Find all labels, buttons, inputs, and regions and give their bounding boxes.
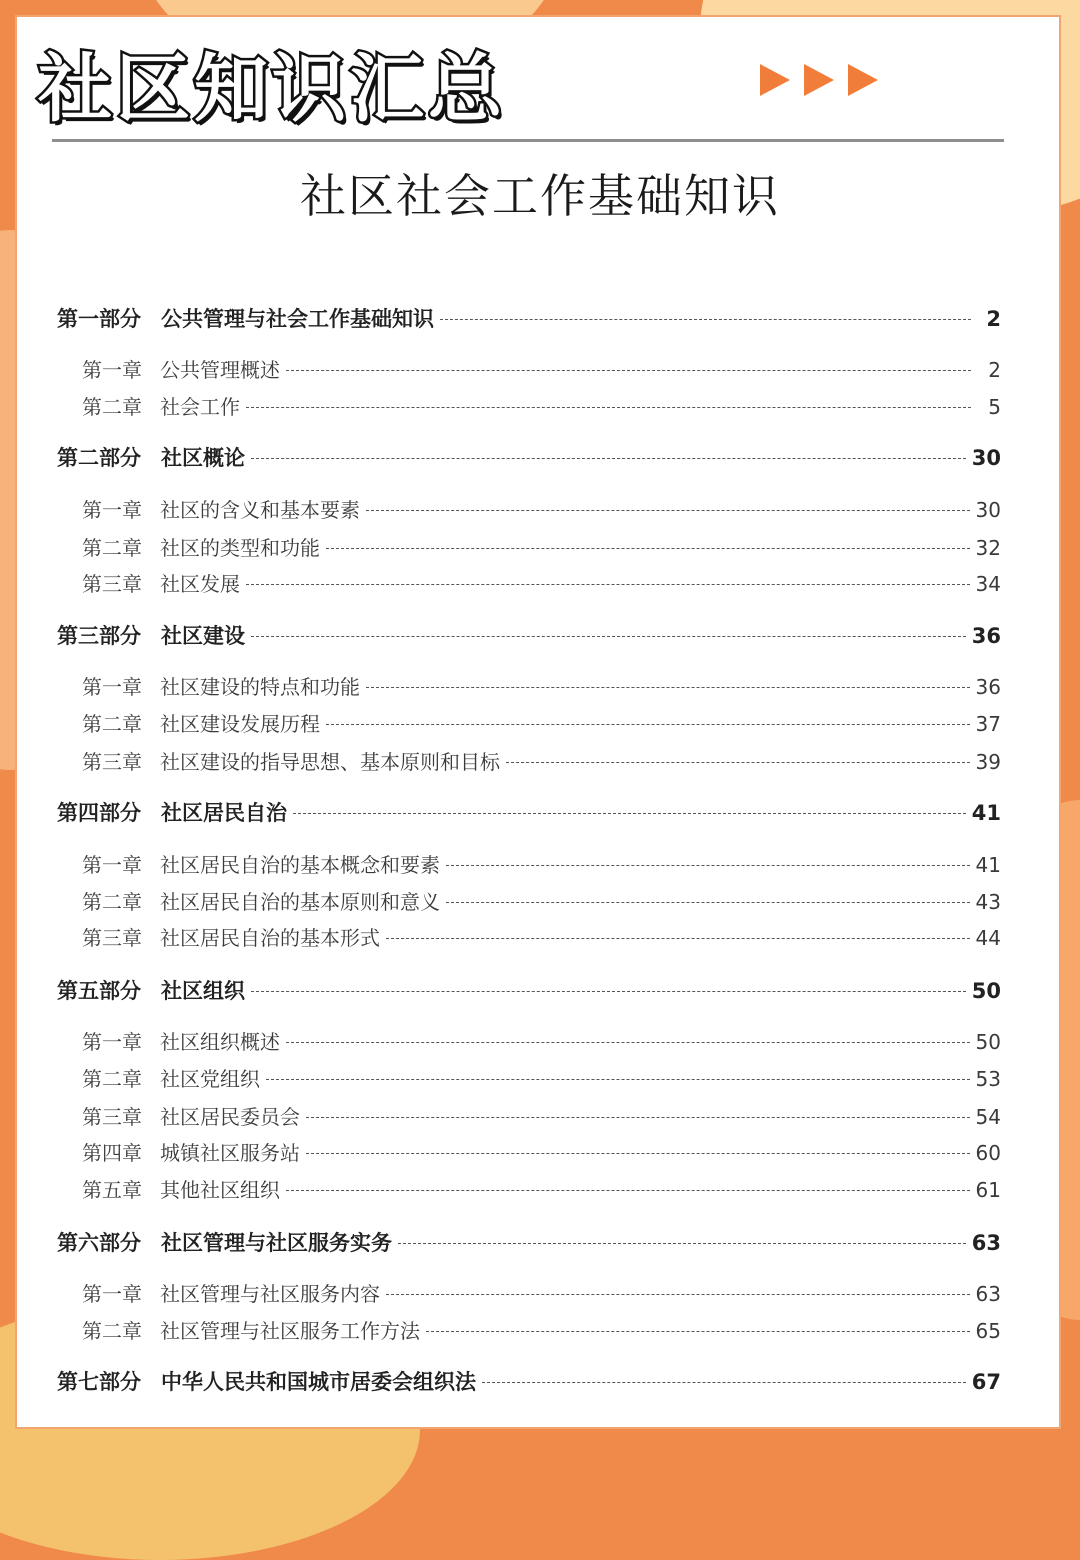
dot-leader bbox=[293, 813, 966, 814]
toc-chapter-row bbox=[57, 708, 1001, 737]
toc-label: 第四章 bbox=[82, 1141, 142, 1165]
toc-part-row bbox=[57, 442, 1001, 472]
toc-title: 其他社区组织 bbox=[160, 1178, 280, 1202]
toc-label: 第二章 bbox=[82, 395, 142, 419]
toc-page-number: 54 bbox=[975, 1105, 1001, 1129]
toc-part-row bbox=[57, 797, 1001, 827]
toc-title: 社区建设的特点和功能 bbox=[160, 675, 360, 699]
toc-label: 第三章 bbox=[82, 926, 142, 950]
toc-label: 第三章 bbox=[82, 572, 142, 596]
dot-leader bbox=[426, 1331, 970, 1332]
toc-chapter-row bbox=[57, 532, 1001, 561]
toc-page-number: 50 bbox=[971, 979, 1001, 1003]
dot-leader bbox=[446, 865, 970, 866]
dot-leader bbox=[251, 991, 966, 992]
play-arrow-icon bbox=[848, 64, 878, 96]
play-arrow-icon bbox=[760, 64, 790, 96]
toc-page-number: 41 bbox=[975, 853, 1001, 877]
dot-leader bbox=[386, 938, 970, 939]
toc-title: 社区居民自治的基本原则和意义 bbox=[160, 890, 440, 914]
toc-page-number: 36 bbox=[975, 675, 1001, 699]
dot-leader bbox=[286, 1190, 970, 1191]
toc-label: 第二章 bbox=[82, 536, 142, 560]
document-title: 社区社会工作基础知识 bbox=[300, 169, 780, 223]
toc-title: 社区发展 bbox=[160, 572, 240, 596]
toc-title: 社区居民自治的基本形式 bbox=[160, 926, 380, 950]
dot-leader bbox=[306, 1117, 970, 1118]
toc-part-row bbox=[57, 975, 1001, 1005]
toc-title: 社区组织概述 bbox=[160, 1030, 280, 1054]
toc-page-number: 53 bbox=[975, 1067, 1001, 1091]
toc-page-number: 34 bbox=[975, 572, 1001, 596]
dot-leader bbox=[506, 762, 970, 763]
toc-chapter-row bbox=[57, 1101, 1001, 1130]
play-arrow-icon bbox=[804, 64, 834, 96]
toc-page-number: 37 bbox=[975, 712, 1001, 736]
toc-label: 第四部分 bbox=[57, 801, 141, 825]
dot-leader bbox=[366, 510, 970, 511]
dot-leader bbox=[266, 1079, 970, 1080]
toc-label: 第五章 bbox=[82, 1178, 142, 1202]
toc-page-number: 61 bbox=[975, 1178, 1001, 1202]
toc-page-number: 44 bbox=[975, 926, 1001, 950]
toc-title: 社区管理与社区服务工作方法 bbox=[160, 1319, 420, 1343]
toc-title: 公共管理概述 bbox=[160, 358, 280, 382]
toc-label: 第一章 bbox=[82, 1282, 142, 1306]
toc-page-number: 63 bbox=[975, 1282, 1001, 1306]
toc-label: 第三章 bbox=[82, 1105, 142, 1129]
toc-page-number: 63 bbox=[971, 1231, 1001, 1255]
toc-label: 第一章 bbox=[82, 675, 142, 699]
toc-page-number: 50 bbox=[975, 1030, 1001, 1054]
toc-label: 第七部分 bbox=[57, 1370, 141, 1394]
toc-label: 第一章 bbox=[82, 498, 142, 522]
dot-leader bbox=[366, 687, 970, 688]
toc-label: 第五部分 bbox=[57, 979, 141, 1003]
toc-label: 第二部分 bbox=[57, 446, 141, 470]
dot-leader bbox=[446, 902, 970, 903]
toc-chapter-row bbox=[57, 1063, 1001, 1092]
toc-label: 第六部分 bbox=[57, 1231, 141, 1255]
toc-title: 社区的类型和功能 bbox=[160, 536, 320, 560]
toc-label: 第二章 bbox=[82, 1067, 142, 1091]
toc-label: 第三章 bbox=[82, 750, 142, 774]
toc-page-number: 60 bbox=[975, 1141, 1001, 1165]
dot-leader bbox=[286, 1042, 970, 1043]
dot-leader bbox=[440, 319, 971, 320]
toc-title: 社区管理与社区服务内容 bbox=[160, 1282, 380, 1306]
toc-chapter-row bbox=[57, 1174, 1001, 1203]
toc-title: 社区的含义和基本要素 bbox=[160, 498, 360, 522]
toc-page-number: 36 bbox=[971, 624, 1001, 648]
toc-part-row bbox=[57, 303, 1001, 333]
toc-part-row bbox=[57, 620, 1001, 650]
toc-page-number: 67 bbox=[971, 1370, 1001, 1394]
toc-title: 公共管理与社会工作基础知识 bbox=[161, 307, 434, 331]
dot-leader bbox=[246, 407, 971, 408]
dot-leader bbox=[398, 1243, 966, 1244]
dot-leader bbox=[251, 636, 966, 637]
toc-title: 社区建设的指导思想、基本原则和目标 bbox=[160, 750, 500, 774]
dot-leader bbox=[286, 370, 971, 371]
divider bbox=[52, 139, 1004, 142]
toc-label: 第一章 bbox=[82, 853, 142, 877]
dot-leader bbox=[482, 1382, 966, 1383]
toc-page-number: 2 bbox=[988, 358, 1001, 382]
toc-label: 第一部分 bbox=[57, 307, 141, 331]
toc-title: 社区概论 bbox=[161, 446, 245, 470]
toc-chapter-row bbox=[57, 354, 1001, 383]
toc-title: 社区组织 bbox=[161, 979, 245, 1003]
toc-chapter-row bbox=[57, 746, 1001, 775]
toc-page-number: 30 bbox=[971, 446, 1001, 470]
banner-title: 社区知识汇总 bbox=[38, 46, 506, 132]
toc-label: 第二章 bbox=[82, 712, 142, 736]
toc-part-row bbox=[57, 1227, 1001, 1257]
toc-chapter-row bbox=[57, 849, 1001, 878]
toc-chapter-row bbox=[57, 494, 1001, 523]
toc-part-row bbox=[57, 1366, 1001, 1396]
dot-leader bbox=[246, 584, 970, 585]
toc-title: 城镇社区服务站 bbox=[160, 1141, 300, 1165]
toc-page-number: 65 bbox=[975, 1319, 1001, 1343]
toc-label: 第二章 bbox=[82, 1319, 142, 1343]
toc-chapter-row bbox=[57, 1026, 1001, 1055]
toc-page-number: 43 bbox=[975, 890, 1001, 914]
dot-leader bbox=[326, 724, 970, 725]
toc-title: 社会工作 bbox=[160, 395, 240, 419]
toc-chapter-row bbox=[57, 1278, 1001, 1307]
toc-chapter-row bbox=[57, 886, 1001, 915]
toc-chapter-row bbox=[57, 391, 1001, 420]
toc-title: 社区建设 bbox=[161, 624, 245, 648]
toc-chapter-row bbox=[57, 568, 1001, 597]
toc-chapter-row bbox=[57, 1137, 1001, 1166]
dot-leader bbox=[251, 458, 966, 459]
toc-title: 社区管理与社区服务实务 bbox=[161, 1231, 392, 1255]
dot-leader bbox=[326, 548, 970, 549]
toc-page-number: 30 bbox=[975, 498, 1001, 522]
toc-page-number: 41 bbox=[971, 801, 1001, 825]
toc-label: 第二章 bbox=[82, 890, 142, 914]
arrows-decoration bbox=[760, 64, 878, 96]
toc-label: 第一章 bbox=[82, 1030, 142, 1054]
toc-title: 社区居民自治的基本概念和要素 bbox=[160, 853, 440, 877]
toc-title: 社区建设发展历程 bbox=[160, 712, 320, 736]
toc-title: 社区居民委员会 bbox=[160, 1105, 300, 1129]
toc-label: 第三部分 bbox=[57, 624, 141, 648]
dot-leader bbox=[386, 1294, 970, 1295]
dot-leader bbox=[306, 1153, 970, 1154]
toc-page-number: 39 bbox=[975, 750, 1001, 774]
toc-chapter-row bbox=[57, 671, 1001, 700]
toc-label: 第一章 bbox=[82, 358, 142, 382]
toc-chapter-row bbox=[57, 922, 1001, 951]
toc-title: 社区居民自治 bbox=[161, 801, 287, 825]
toc-chapter-row bbox=[57, 1315, 1001, 1344]
toc-page-number: 32 bbox=[975, 536, 1001, 560]
toc-page-number: 5 bbox=[988, 395, 1001, 419]
toc-title: 中华人民共和国城市居委会组织法 bbox=[161, 1370, 476, 1394]
toc-title: 社区党组织 bbox=[160, 1067, 260, 1091]
toc-page-number: 2 bbox=[986, 307, 1001, 331]
